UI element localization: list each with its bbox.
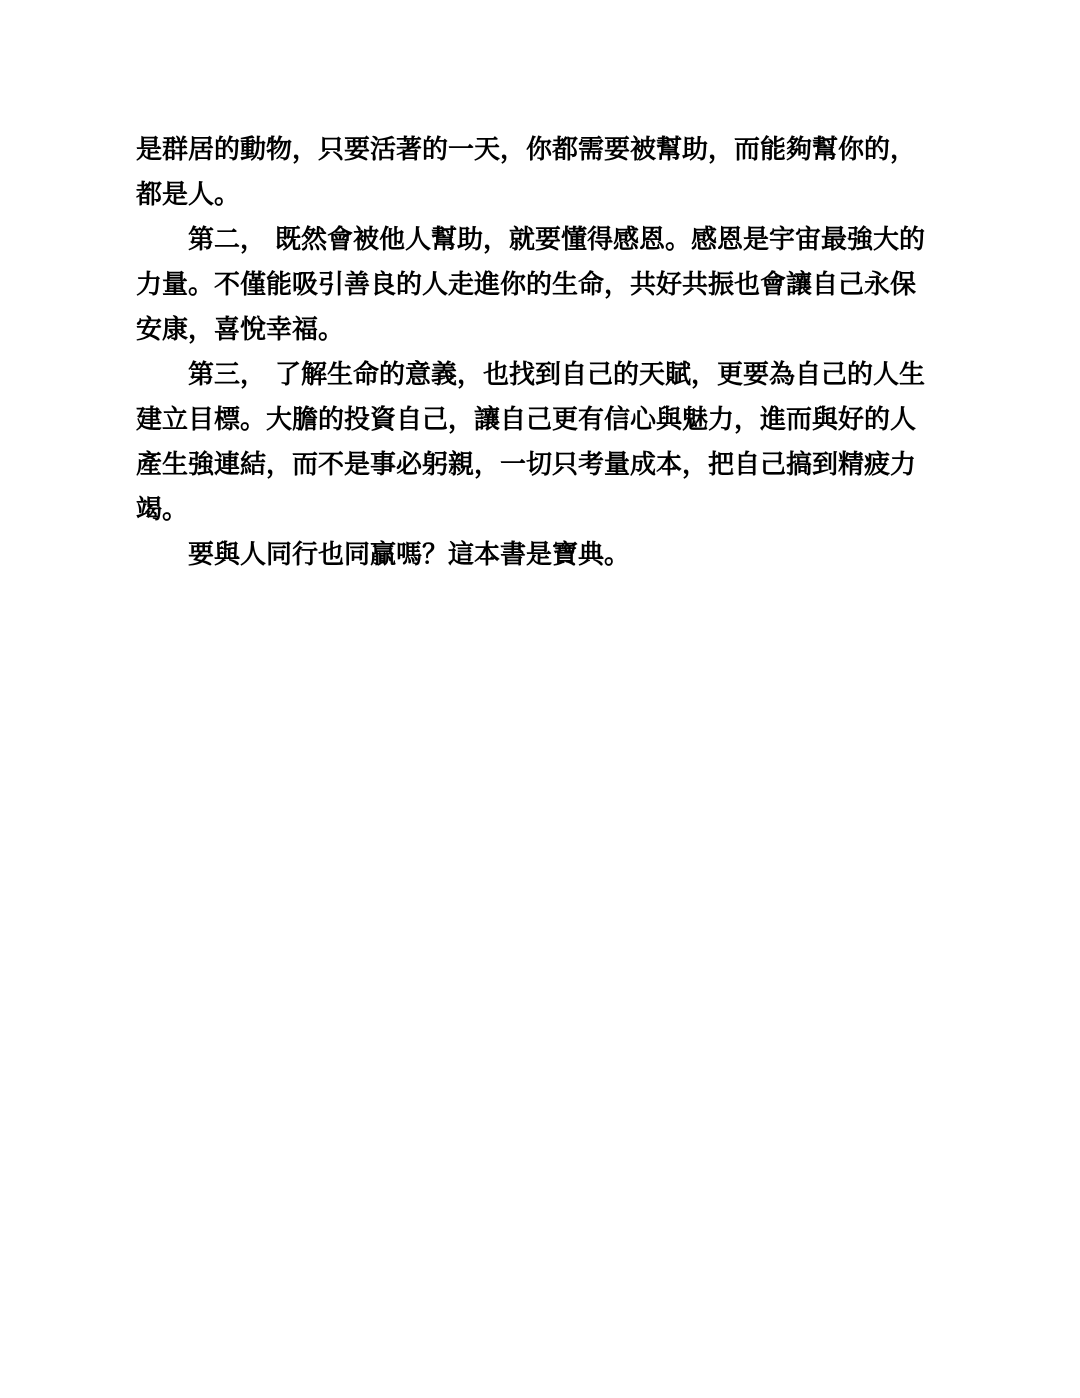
paragraph-4 [136, 533, 948, 578]
paragraph-line: 安康，喜悅幸福。 [136, 315, 345, 345]
paragraph-line: 要與人同行也同贏嗎？這本書是寶典。 [188, 540, 631, 570]
paragraph-1 [136, 128, 948, 218]
paragraph-line: 建立目標。大膽的投資自己，讓自己更有信心與魅力，進而與好的人 [136, 405, 917, 435]
paragraph-line: 第二， 既然會被他人幫助，就要懂得感恩。感恩是宇宙最強大的 [188, 225, 926, 255]
paragraph-line: 產生強連結，而不是事必躬親，一切只考量成本，把自己搞到精疲力 [136, 450, 917, 480]
paragraph-line: 力量。不僅能吸引善良的人走進你的生命，共好共振也會讓自己永保 [136, 270, 917, 300]
paragraph-2 [136, 218, 948, 353]
paragraph-line: 都是人。 [136, 180, 241, 210]
paragraph-line: 竭。 [136, 495, 189, 525]
paragraph-line: 第三， 了解生命的意義，也找到自己的天賦，更要為自己的人生 [188, 360, 926, 390]
paragraph-3 [136, 353, 948, 533]
paragraph-line: 是群居的動物，只要活著的一天，你都需要被幫助，而能夠幫你的， [136, 135, 917, 165]
body-text [136, 128, 948, 578]
